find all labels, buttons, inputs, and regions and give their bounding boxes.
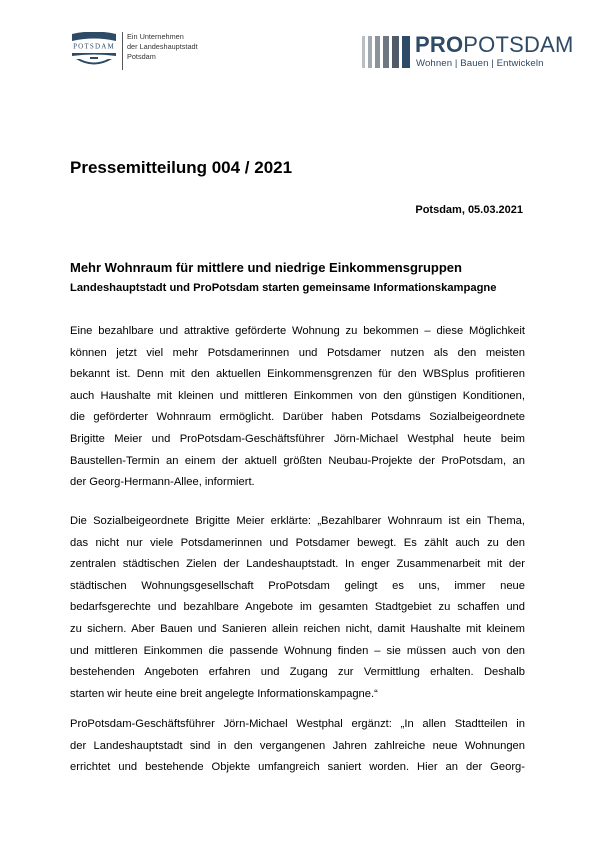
propotsdam-bars-icon: [362, 36, 410, 68]
text-line: zu sichern. Aber Bauen und Sanieren allein reichen nicht, damit Haushalte mit kleinem: [70, 622, 525, 635]
text-line: zentralen städtischen Zielen der Landeshauptstadt. In enger Zusammenarbeit mit der: [70, 558, 525, 571]
text-line: städtischen Wohnungsgesellschaft ProPotsdam gelingt es uns, immer neue: [70, 579, 525, 592]
propotsdam-wordmark: [415, 32, 573, 58]
potsdam-city-logo: [70, 32, 118, 68]
propotsdam-logo: [362, 32, 574, 72]
text-line: bekannt ist. Denn mit den aktuellen Einkommensgrenzen für den WBSplus profitieren: [70, 368, 525, 381]
press-date: Potsdam, 05.03.2021: [415, 204, 523, 216]
text-line: ProPotsdam-Geschäftsführer Jörn-Michael Westphal ergänzt: „In allen Stadtteilen in: [70, 718, 525, 730]
propotsdam-tagline: Wohnen | Bauen | Entwickeln: [416, 58, 544, 69]
paragraph-3: [70, 714, 525, 779]
affiliation-line-3: Potsdam: [127, 52, 156, 61]
affiliation-line-2: der Landeshauptstadt: [127, 42, 198, 51]
text-line: bestehenden Angeboten erfahren und Zugang zur Vermittlung erhalten. Deshalb: [70, 666, 525, 679]
text-line: Eine bezahlbare und attraktive geförderte Wohnung zu bekommen – diese Möglichkeit: [70, 325, 525, 337]
text-line: Baustellen-Termin an einem der aktuell größten Neubau-Projekte der ProPotsdam, an: [70, 454, 525, 467]
page-title: Pressemitteilung 004 / 2021: [70, 158, 293, 177]
text-line: Die Sozialbeigeordnete Brigitte Meier erklärte: „Bezahlbarer Wohnraum ist ein Thema,: [70, 515, 525, 527]
text-line: und mittleren Einkommen die passende Wohnung finden – sie müssen auch von den: [70, 644, 525, 657]
text-line: das nicht nur viele Potsdamerinnen und Potsdamer bewegt. Es zählt auch zu den: [70, 536, 525, 549]
text-line: starten wir heute eine breit angelegte Informationskampagne.“: [70, 687, 378, 700]
text-line: können jetzt viel mehr Potsdamerinnen und Potsdamer nutzen als den meisten: [70, 346, 525, 359]
text-line: der Georg-Hermann-Allee, informiert.: [70, 476, 255, 489]
wordmark-light: POTSDAM: [463, 32, 574, 57]
wordmark-bold: PRO: [415, 32, 464, 57]
logo-divider: [122, 32, 123, 70]
subheadline: Landeshauptstadt und ProPotsdam starten gemeinsame Informationskampagne: [70, 282, 497, 294]
paragraph-1: [70, 321, 525, 494]
paragraph-2: [70, 511, 525, 705]
company-affiliation: [127, 32, 198, 62]
text-line: bedarfsgerechte und bezahlbare Angebote im gesamten Stadtgebiet zu schaffen und: [70, 601, 525, 614]
svg-text:POTSDAM: POTSDAM: [73, 42, 115, 50]
letterhead: [0, 0, 595, 90]
potsdam-logo-wordmark: [72, 42, 116, 50]
affiliation-line-1: Ein Unternehmen: [127, 32, 184, 41]
text-line: errichtet und bestehende Objekte umfangreich saniert worden. Hier an der Georg-: [70, 761, 525, 774]
text-line: auch Haushalte mit kleinen und mittleren Einkommen von den günstigen Konditionen,: [70, 389, 525, 402]
text-line: Brigitte Meier und ProPotsdam-Geschäftsführer Jörn-Michael Westphal heute beim: [70, 432, 525, 445]
text-line: der Landeshauptstadt sind in den vergangenen Jahren zahlreiche neue Wohnungen: [70, 739, 525, 752]
text-line: die geförderter Wohnraum ermöglicht. Darüber haben Potsdams Sozialbeigeordnete: [70, 411, 525, 424]
headline: Mehr Wohnraum für mittlere und niedrige Einkommensgruppen: [70, 260, 462, 275]
